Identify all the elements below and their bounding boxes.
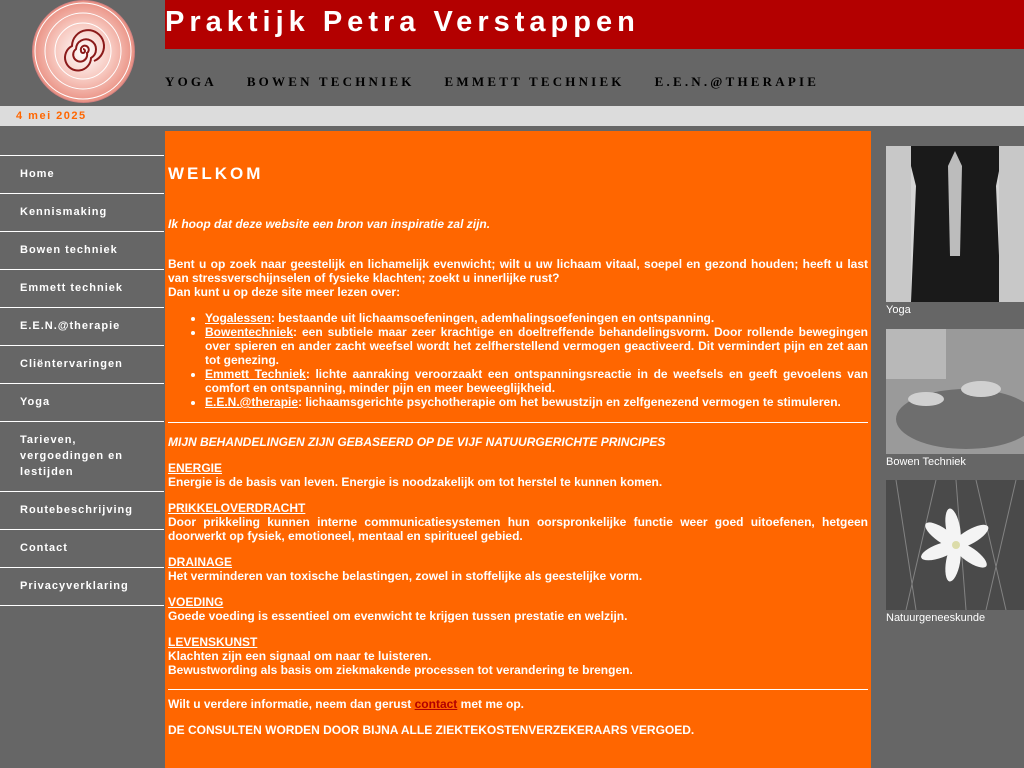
sidebar-item-tarieven[interactable]: Tarieven, vergoedingen en lestijden xyxy=(0,421,164,491)
divider xyxy=(168,422,868,423)
link-yogalessen[interactable]: Yogalessen xyxy=(205,311,271,325)
tagline: Ik hoop dat deze website een bron van inspiratie zal zijn. xyxy=(168,217,491,231)
contact-line xyxy=(168,697,524,711)
intro-line-2: Dan kunt u op deze site meer lezen over: xyxy=(168,285,401,299)
topnav-bowen[interactable]: BOWEN TECHNIEK xyxy=(246,74,415,89)
section-text: Door prikkeling kunnen interne communicatiesystemen hun oorspronkelijke functie weer goed uitoefenen, hetgeen doorwerkt op fysiek, emotioneel, mentaal en spiritueel gebied. xyxy=(168,515,868,543)
contact-link[interactable]: contact xyxy=(414,697,458,711)
logo[interactable] xyxy=(32,0,135,103)
sidebar-item-route[interactable]: Routebeschrijving xyxy=(0,491,164,529)
thumb-caption: Bowen Techniek xyxy=(886,456,966,468)
date: 4 mei 2025 xyxy=(16,110,87,122)
thumb-caption: Yoga xyxy=(886,304,911,316)
bowen-image[interactable] xyxy=(886,329,1024,454)
thumb-natuurgeneeskunde[interactable] xyxy=(886,480,1024,624)
section-energie xyxy=(168,461,868,489)
contact-line-post: met me op. xyxy=(457,697,524,711)
sidebar xyxy=(0,155,164,606)
section-text: Goede voeding is essentieel om evenwicht te krijgen tussen prestatie en welzijn. xyxy=(168,609,628,623)
sidebar-item-emmett[interactable]: Emmett techniek xyxy=(0,269,164,307)
sidebar-item-home[interactable]: Home xyxy=(0,155,164,193)
sidebar-item-bowen[interactable]: Bowen techniek xyxy=(0,231,164,269)
principles-heading: MIJN BEHANDELINGEN ZIJN GEBASEERD OP DE VIJF NATUURGERICHTE PRINCIPES xyxy=(168,435,666,449)
link-bowentechniek[interactable]: Bowentechniek xyxy=(205,325,294,339)
section-heading: VOEDING xyxy=(168,595,224,609)
list-item xyxy=(205,367,868,395)
section-heading: DRAINAGE xyxy=(168,555,233,569)
thumb-yoga[interactable] xyxy=(886,146,1024,316)
thumb-bowen[interactable] xyxy=(886,329,1024,468)
section-prikkeloverdracht xyxy=(168,501,868,543)
list-item-text: : bestaande uit lichaamsoefeningen, ademhalingsoefeningen en ontspanning. xyxy=(270,311,715,325)
list-item-text: : lichte aanraking veroorzaakt een ontspanningsreactie in de weefsels en geeft gevoelens van comfort en ontspanning, minder pijn en meer beweeglijkheid. xyxy=(205,367,868,395)
thumb-caption: Natuurgeneeskunde xyxy=(886,612,986,624)
list-item xyxy=(205,311,868,325)
section-heading: LEVENSKUNST xyxy=(168,635,258,649)
top-navigation xyxy=(165,74,849,90)
insurance-notice: DE CONSULTEN WORDEN DOOR BIJNA ALLE ZIEKTEKOSTENVERZEKERAARS VERGOED. xyxy=(168,723,695,737)
list-item-text: : een subtiele maar zeer krachtige en doeltreffende behandelingsvorm. Door rollende bewegingen over spieren en ander zacht weefsel wordt het zelfherstellend vermogen geactiveerd. Dit vermindert pijn en zet aan tot genezing. xyxy=(205,325,868,367)
link-een[interactable]: E.E.N.@therapie xyxy=(205,395,299,409)
section-text: Klachten zijn een signaal om naar te luisteren. xyxy=(168,649,432,663)
divider xyxy=(168,689,868,690)
sidebar-item-clientervaringen[interactable]: Cliëntervaringen xyxy=(0,345,164,383)
page-title: WELKOM xyxy=(168,164,264,183)
section-drainage xyxy=(168,555,868,583)
topnav-yoga[interactable]: YOGA xyxy=(165,74,217,89)
section-text: Het verminderen van toxische belastingen, zowel in stoffelijke als geestelijke vorm. xyxy=(168,569,643,583)
sidebar-item-privacy[interactable]: Privacyverklaring xyxy=(0,567,164,606)
contact-line-pre: Wilt u verdere informatie, neem dan gerust xyxy=(168,697,415,711)
list-item xyxy=(205,395,868,409)
section-levenskunst xyxy=(168,635,868,677)
main-content xyxy=(165,131,871,768)
sidebar-item-yoga[interactable]: Yoga xyxy=(0,383,164,421)
section-voeding xyxy=(168,595,868,623)
list-item-text: : lichaamsgerichte psychotherapie om het bewustzijn en zelfgenezend vermogen te stimuleren. xyxy=(298,395,841,409)
section-heading: ENERGIE xyxy=(168,461,223,475)
intro-text xyxy=(168,257,868,299)
list-item xyxy=(205,325,868,367)
flower-image[interactable] xyxy=(886,480,1024,610)
date-bar xyxy=(0,106,1024,126)
sidebar-item-contact[interactable]: Contact xyxy=(0,529,164,567)
intro-line-1: Bent u op zoek naar geestelijk en lichamelijk evenwicht; wilt u uw lichaam vitaal, soepel en gezond houden; heeft u last van stressverschijnselen of fysieke klachten; zoekt u innerlijke rust? xyxy=(168,257,868,285)
yoga-image[interactable] xyxy=(886,146,1024,302)
section-text-2: Bewustwording als basis om ziekmakende processen tot verandering te brengen. xyxy=(168,663,633,677)
section-text: Energie is de basis van leven. Energie is noodzakelijk om tot herstel te kunnen komen. xyxy=(168,475,663,489)
site-title: Praktijk Petra Verstappen xyxy=(165,6,640,38)
link-emmett[interactable]: Emmett Techniek xyxy=(205,367,306,381)
topnav-emmett[interactable]: EMMETT TECHNIEK xyxy=(444,74,625,89)
topnav-een[interactable]: E.E.N.@THERAPIE xyxy=(654,74,820,89)
sidebar-item-een[interactable]: E.E.N.@therapie xyxy=(0,307,164,345)
sidebar-item-kennismaking[interactable]: Kennismaking xyxy=(0,193,164,231)
offer-list xyxy=(168,311,868,409)
section-heading: PRIKKELOVERDRACHT xyxy=(168,501,306,515)
